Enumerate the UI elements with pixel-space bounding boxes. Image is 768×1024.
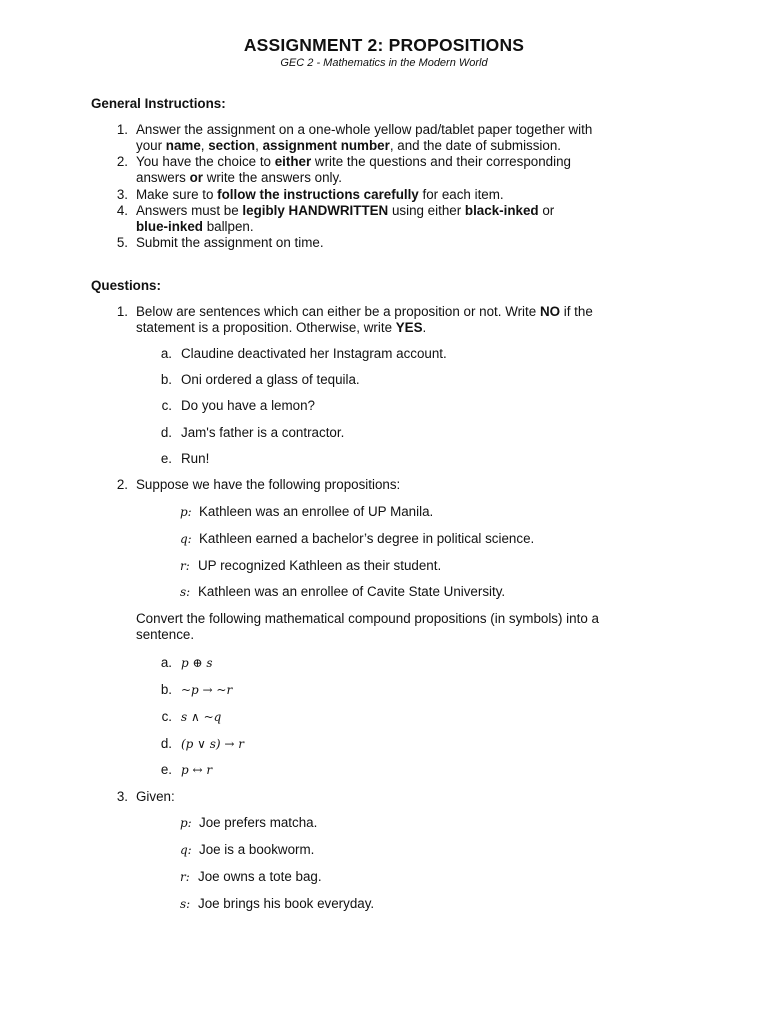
proposition-variable: s: xyxy=(180,585,191,599)
question-1-line-1 xyxy=(136,304,593,320)
proposition-text: Kathleen was an enrollee of UP Manila. xyxy=(199,504,434,519)
question-1-item: Do you have a lemon? xyxy=(181,398,315,413)
text: . xyxy=(422,320,427,335)
bold-text: section xyxy=(208,138,256,153)
bold-text: black-inked xyxy=(464,203,539,218)
instruction-number: 3. xyxy=(116,187,128,202)
bold-text: follow the instructions carefully xyxy=(217,187,419,202)
proposition-variable: s: xyxy=(180,897,191,911)
bold-text: name xyxy=(165,138,201,153)
proposition-variable: p: xyxy=(180,816,192,830)
proposition-text: Joe owns a tote bag. xyxy=(198,869,322,884)
instruction-1-line-1: Answer the assignment on a one-whole yellow pad/tablet paper together with xyxy=(136,122,593,137)
proposition-text: Joe prefers matcha. xyxy=(199,815,318,830)
text: using either xyxy=(388,203,465,218)
question-2-convert-line-2: sentence. xyxy=(136,627,195,642)
compound-expression: p ↔ r xyxy=(181,763,213,777)
compound-expression: ~p → ~r xyxy=(181,683,233,697)
question-3-intro: Given: xyxy=(136,789,175,804)
text: if the xyxy=(560,304,593,319)
question-number: 1. xyxy=(116,304,128,319)
question-1-item: Run! xyxy=(181,451,210,466)
question-1-item: Oni ordered a glass of tequila. xyxy=(181,372,360,387)
text: answers xyxy=(136,170,190,185)
bold-text: YES xyxy=(395,320,423,335)
page-subtitle: GEC 2 - Mathematics in the Modern World xyxy=(280,57,488,69)
bold-text: assignment number xyxy=(262,138,390,153)
text: Make sure to xyxy=(136,187,218,202)
proposition-text: UP recognized Kathleen as their student. xyxy=(198,558,442,573)
instruction-5: Submit the assignment on time. xyxy=(136,235,324,250)
bold-text: or xyxy=(189,170,203,185)
text: Below are sentences which can either be a proposition or not. Write xyxy=(136,304,540,319)
text: , xyxy=(200,138,209,153)
questions-heading: Questions: xyxy=(91,278,161,293)
item-letter: e. xyxy=(160,451,172,466)
text: write the answers only. xyxy=(203,170,342,185)
proposition-variable: p: xyxy=(180,505,192,519)
compound-expression: s ∧ ~q xyxy=(181,710,222,724)
bold-text: NO xyxy=(539,304,561,319)
text: Answers must be xyxy=(136,203,243,218)
text: , xyxy=(255,138,263,153)
text: , and the date of submission. xyxy=(389,138,562,153)
proposition-variable: q: xyxy=(180,532,192,546)
text: You have the choice to xyxy=(136,154,275,169)
question-number: 3. xyxy=(116,789,128,804)
bold-text: legibly HANDWRITTEN xyxy=(242,203,389,218)
item-letter: e. xyxy=(160,762,172,777)
instruction-2-line-2 xyxy=(136,170,342,186)
text: statement is a proposition. Otherwise, write xyxy=(136,320,396,335)
proposition-variable: q: xyxy=(180,843,192,857)
proposition-variable: r: xyxy=(180,559,190,573)
proposition-text: Joe is a bookworm. xyxy=(199,842,315,857)
text: for each item. xyxy=(418,187,504,202)
instruction-number: 1. xyxy=(116,122,128,137)
text: ballpen. xyxy=(202,219,254,234)
item-letter: b. xyxy=(160,372,172,387)
instruction-4-line-1 xyxy=(136,203,554,219)
item-letter: b. xyxy=(160,682,172,697)
item-letter: a. xyxy=(160,655,172,670)
item-letter: c. xyxy=(161,398,172,413)
question-number: 2. xyxy=(116,477,128,492)
instruction-number: 4. xyxy=(116,203,128,218)
instruction-number: 2. xyxy=(116,154,128,169)
question-2-intro: Suppose we have the following propositions: xyxy=(136,477,401,492)
instruction-4-line-2 xyxy=(136,219,254,235)
instruction-3 xyxy=(136,187,504,203)
bold-text: either xyxy=(274,154,312,169)
text: your xyxy=(136,138,166,153)
page-title: ASSIGNMENT 2: PROPOSITIONS xyxy=(243,35,525,55)
item-letter: c. xyxy=(161,709,172,724)
proposition-text: Kathleen earned a bachelor’s degree in political science. xyxy=(199,531,535,546)
item-letter: d. xyxy=(160,425,172,440)
question-1-item: Claudine deactivated her Instagram account. xyxy=(181,346,447,361)
proposition-text: Kathleen was an enrollee of Cavite State University. xyxy=(198,584,506,599)
instruction-1-line-2 xyxy=(136,138,561,154)
proposition-text: Joe brings his book everyday. xyxy=(198,896,375,911)
item-letter: a. xyxy=(160,346,172,361)
compound-expression: (p ∨ s) → r xyxy=(181,737,245,751)
general-instructions-heading: General Instructions: xyxy=(91,96,226,111)
instruction-number: 5. xyxy=(116,235,128,250)
compound-expression: p ⊕ s xyxy=(181,656,213,670)
text: or xyxy=(538,203,555,218)
proposition-variable: r: xyxy=(180,870,190,884)
item-letter: d. xyxy=(160,736,172,751)
question-1-item: Jam's father is a contractor. xyxy=(181,425,345,440)
question-1-line-2 xyxy=(136,320,426,336)
text: write the questions and their corresponding xyxy=(311,154,571,169)
question-2-convert-line-1: Convert the following mathematical compound propositions (in symbols) into a xyxy=(136,611,599,626)
bold-text: blue-inked xyxy=(136,219,203,234)
instruction-2-line-1 xyxy=(136,154,571,170)
